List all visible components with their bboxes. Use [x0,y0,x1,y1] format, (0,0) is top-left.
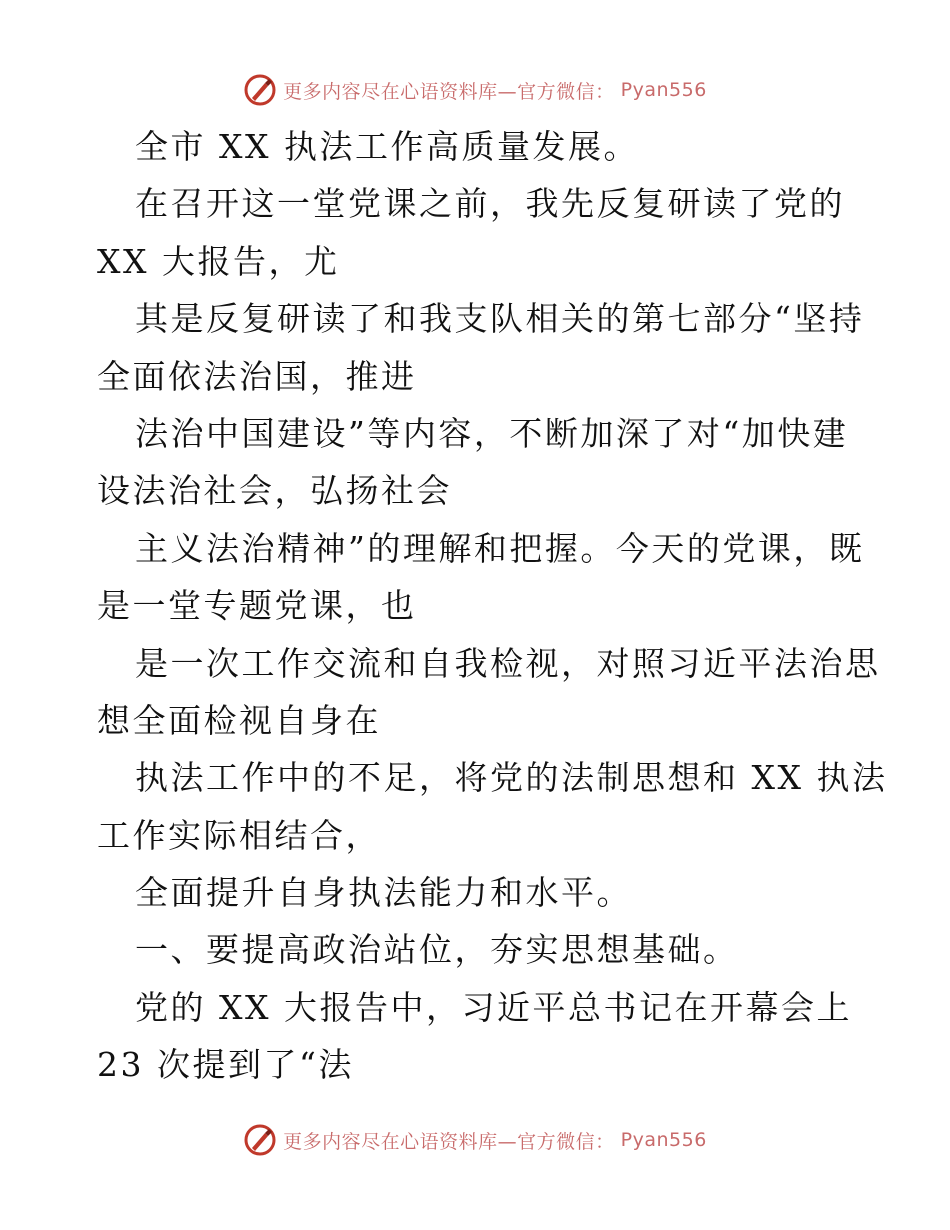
header-watermark [0,70,950,110]
watermark-wechat-id: Pyan556 [620,79,707,101]
text-line: 主义法治精神”的理解和把握。今天的党课，既 [135,528,865,568]
watermark-text: 更多内容尽在心语资料库—官方微信： [283,1130,615,1153]
text-line: XX 大报告，尤 [97,241,340,281]
text-line: 全市 XX 执法工作高质量发展。 [135,127,639,166]
text-line: 在召开这一堂党课之前，我先反复研读了党的 [135,184,845,224]
watermark-wechat-id: Pyan556 [620,1129,707,1151]
text-line: 执法工作中的不足，将党的法制思想和 XX 执法 [135,758,888,798]
text-line: 设法治社会，弘扬社会 [97,471,452,511]
text-line: 23 次提到了“法 [97,1045,354,1085]
text-line: 党的 XX 大报告中，习近平总书记在开幕会上 [135,987,852,1027]
text-line: 是一次工作交流和自我检视，对照习近平法治思 [135,643,881,683]
text-line: 想全面检视自身在 [97,700,381,740]
text-line: 其是反复研读了和我支队相关的第七部分“坚持 [135,299,865,339]
text-line: 全面依法治国，推进 [97,356,417,396]
text-line: 法治中国建设”等内容，不断加深了对“加快建 [135,413,849,453]
text-line: 全面提升自身执法能力和水平。 [135,873,632,913]
text-line: 工作实际相结合， [97,815,381,855]
text-line: 一、要提高政治站位，夯实思想基础。 [135,930,739,970]
text-line: 是一堂专题党课，也 [97,586,417,626]
watermark-text: 更多内容尽在心语资料库—官方微信： [283,80,615,103]
footer-watermark [0,1120,950,1160]
pen-logo-icon [243,73,277,107]
document-body [97,118,888,1094]
pen-logo-icon [243,1123,277,1157]
